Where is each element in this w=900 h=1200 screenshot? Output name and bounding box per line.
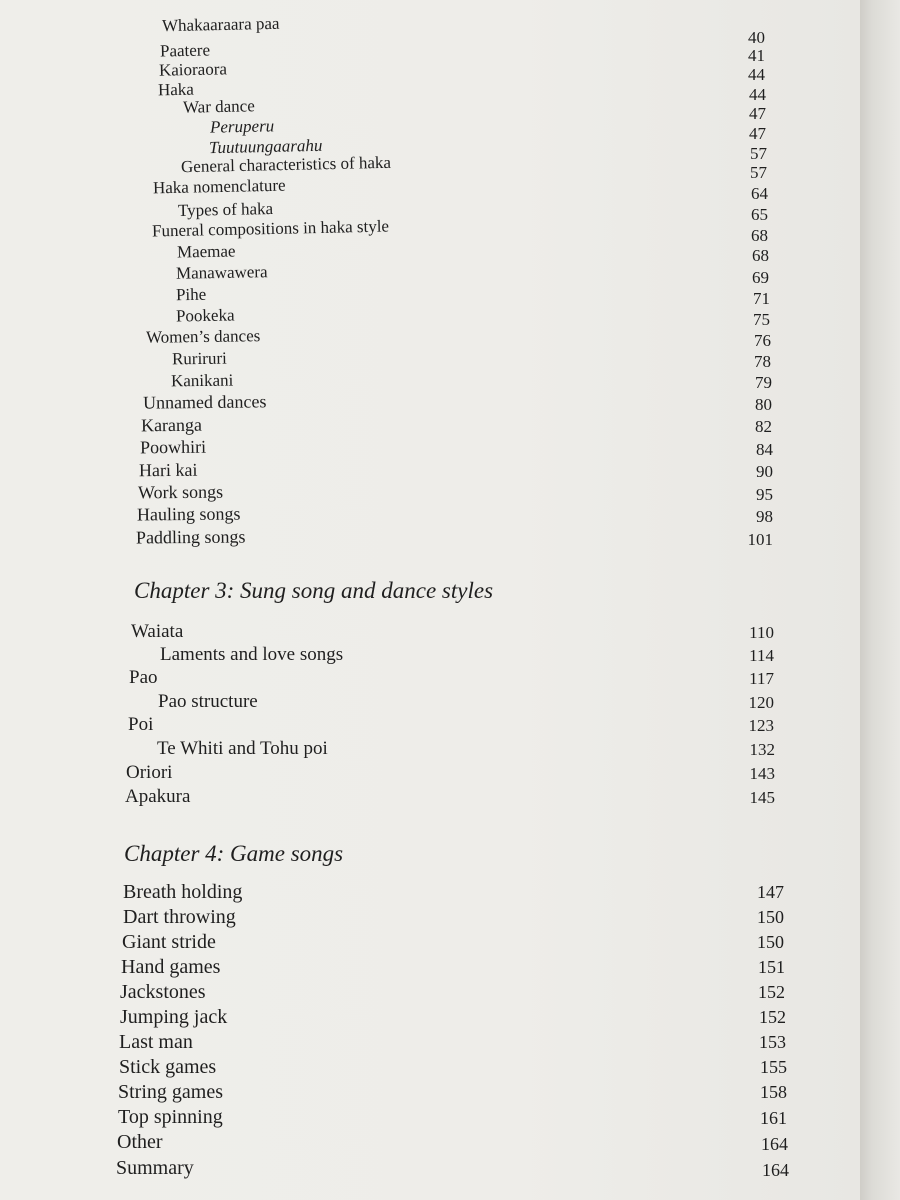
toc-page-number: 164	[761, 1134, 788, 1154]
toc-page-number: 75	[753, 310, 770, 329]
toc-entry-title: Karanga	[140, 414, 203, 436]
toc-entry-title: String games	[118, 1081, 223, 1103]
toc-entry-title: Pao	[129, 667, 158, 688]
toc-page-number: 65	[751, 205, 768, 224]
toc-page-number: 40	[748, 28, 765, 47]
toc-page-number: 150	[757, 907, 784, 927]
toc-entry-title: Hauling songs	[136, 503, 241, 525]
toc-page-number: 132	[749, 740, 775, 759]
toc-page-number: 64	[751, 184, 768, 203]
toc-entry-title: Whakaaraara paa	[161, 13, 280, 36]
toc-page-number: 110	[749, 623, 774, 642]
toc-page-number: 79	[755, 373, 772, 392]
toc-entry-title: Kanikani	[170, 370, 234, 391]
toc-page-number: 47	[749, 104, 766, 123]
toc-page-number: 57	[750, 163, 767, 182]
toc-entry-title: Poowhiri	[139, 436, 207, 458]
toc-page-number: 95	[756, 485, 773, 504]
toc-page-number: 82	[755, 417, 772, 436]
toc-entry-title: Apakura	[125, 786, 191, 807]
toc-page-number: 153	[759, 1032, 786, 1052]
toc-entry-title: Summary	[116, 1157, 194, 1179]
toc-page-number: 120	[748, 693, 774, 712]
toc-entry-title: Last man	[119, 1031, 193, 1053]
toc-entry-title: Jumping jack	[120, 1006, 228, 1028]
toc-entry-title: Tuutuungaarahu	[208, 135, 323, 158]
toc-entry-title: Types of haka	[177, 199, 274, 220]
toc-page-number: 44	[748, 65, 765, 84]
toc-entry-title: Jackstones	[120, 981, 206, 1003]
toc-entry-title: Peruperu	[209, 116, 275, 137]
toc-entry-title: Te Whiti and Tohu poi	[157, 738, 328, 759]
toc-entry-title: Laments and love songs	[160, 644, 344, 665]
toc-entry-title: Waiata	[131, 621, 184, 642]
toc-page-number: 147	[757, 882, 784, 902]
toc-page-number: 155	[760, 1057, 787, 1077]
toc-page-number: 123	[748, 716, 774, 735]
toc-entry-title: Hand games	[121, 956, 221, 978]
toc-entry-title: Unnamed dances	[142, 391, 267, 413]
toc-page-number: 152	[758, 982, 785, 1002]
toc-page-number: 47	[749, 124, 766, 143]
toc-entry-title: Stick games	[119, 1056, 217, 1078]
toc-entry-title: Giant stride	[122, 931, 216, 953]
toc-page-number: 164	[762, 1160, 789, 1180]
toc-page-number: 68	[751, 226, 768, 245]
toc-entry-title: Women’s dances	[145, 326, 261, 347]
toc-entry-title: Pihe	[175, 284, 207, 305]
toc-page-number: 80	[755, 395, 772, 414]
toc-page-number: 145	[749, 788, 775, 807]
toc-entry-title: Haka nomenclature	[152, 175, 286, 198]
toc-entry-title: Manawawera	[175, 262, 268, 283]
toc-page-number: 41	[748, 46, 765, 65]
toc-page-number: 69	[752, 268, 769, 287]
toc-page-number: 68	[752, 246, 769, 265]
toc-entry-title: Maemae	[176, 241, 236, 262]
toc-page-number: 114	[749, 646, 774, 665]
toc-page-number: 151	[758, 957, 785, 977]
toc-entry-title: Work songs	[137, 481, 224, 503]
toc-entry-title: Pookeka	[175, 305, 235, 326]
toc-page-number: 78	[754, 352, 771, 371]
toc-entry-title: Paatere	[159, 40, 211, 61]
toc-page-number: 44	[749, 85, 766, 104]
toc-page-number: 161	[760, 1108, 787, 1128]
toc-page-number: 84	[756, 440, 773, 459]
toc-page-number: 117	[749, 669, 774, 688]
toc-entry-title: Pao structure	[158, 691, 258, 712]
page-edge	[860, 0, 900, 1200]
toc-page-number: 101	[747, 530, 773, 549]
toc-entry-title: Hari kai	[138, 459, 198, 481]
toc-page-number: 150	[757, 932, 784, 952]
toc-page-number: 158	[760, 1082, 787, 1102]
toc-page-number: 90	[756, 462, 773, 481]
toc-page-number: 76	[754, 331, 771, 350]
toc-page-number: 71	[753, 289, 770, 308]
toc-page-number: 57	[750, 144, 767, 163]
toc-entry-title: Dart throwing	[123, 906, 236, 928]
chapter-heading: Chapter 4: Game songs	[124, 841, 344, 866]
toc-entry-title: Top spinning	[118, 1106, 223, 1128]
toc-entry-title: Poi	[128, 714, 154, 735]
toc-page-number: 152	[759, 1007, 786, 1027]
toc-page-number: 98	[756, 507, 773, 526]
toc-entry-title: War dance	[182, 96, 255, 117]
toc-entry-title: Paddling songs	[135, 526, 246, 548]
toc-entry-title: Haka	[157, 79, 195, 100]
toc-entry-title: Funeral compositions in haka style	[151, 216, 390, 241]
toc-entry-title: Breath holding	[123, 881, 243, 903]
toc-entry-title: General characteristics of haka	[180, 152, 392, 177]
toc-entry-title: Other	[117, 1131, 163, 1153]
chapter-heading: Chapter 3: Sung song and dance styles	[134, 578, 494, 603]
toc-entry-title: Ruriruri	[171, 348, 227, 369]
toc-entry-title: Oriori	[126, 762, 173, 783]
toc-page-number: 143	[749, 764, 775, 783]
toc-entry-title: Kaioraora	[158, 59, 228, 80]
